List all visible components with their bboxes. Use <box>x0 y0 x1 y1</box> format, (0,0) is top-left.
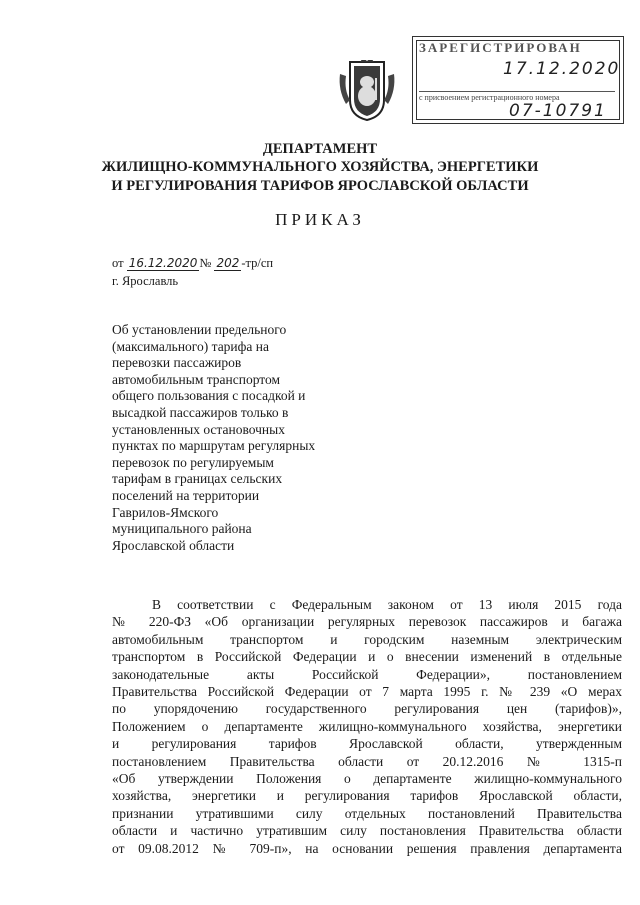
body-line: Положением о департаменте жилищно-коммунального хозяйства, энергетики <box>112 718 622 734</box>
header-department: ДЕПАРТАМЕНТ <box>262 141 378 157</box>
body-line: области и частично утратившим силу постановления Правительства области <box>112 823 622 839</box>
subject-line: (максимального) тарифа на <box>112 338 269 354</box>
body-line: № 220-ФЗ «Об организации регулярных перевозок пассажиров и багажа <box>112 614 622 630</box>
body-line: автомобильным транспортом и городским наземным электрическим <box>112 631 622 647</box>
subject-line: муниципального района <box>112 521 252 537</box>
subject-line: перевозки пассажиров <box>112 355 242 371</box>
body-line: и регулирования тарифов Ярославской области, утвержденным <box>112 736 622 752</box>
subject-line: перевозок по регулируемым <box>112 454 274 470</box>
registration-stamp <box>412 36 624 124</box>
subject-line: Гаврилов-Ямского <box>112 504 219 520</box>
order-date-number <box>112 256 273 271</box>
order-number-sign: № <box>199 256 212 270</box>
order-suffix: -тр/сп <box>241 256 274 270</box>
header-department-name-2: И РЕГУЛИРОВАНИЯ ТАРИФОВ ЯРОСЛАВСКОЙ ОБЛАСТИ <box>111 178 529 194</box>
stamp-title: ЗАРЕГИСТРИРОВАН <box>419 40 582 55</box>
body-line: законодательные акты Российской Федерации», постановлением <box>112 666 622 682</box>
order-number: 202 <box>216 256 240 270</box>
body-line: от 09.08.2012 № 709-п», на основании решения правления департамента <box>112 840 622 856</box>
body-line: Правительства Российской Федерации от 7 марта 1995 г. № 239 «О мерах <box>112 684 622 700</box>
subject-line: Об установлении предельного <box>112 322 287 337</box>
subject-line: автомобильным транспортом <box>112 371 281 387</box>
header-department-name-1: ЖИЛИЩНО-КОММУНАЛЬНОГО ХОЗЯЙСТВА, ЭНЕРГЕТИКИ <box>101 159 539 175</box>
subject-line: установленных остановочных <box>112 421 285 437</box>
body-line: признании утратившими силу отдельных постановлений Правительства <box>112 805 622 821</box>
order-subject <box>112 322 372 554</box>
body-paragraph <box>112 596 622 857</box>
body-line: В соответствии с Федеральным законом от 13 июля 2015 года <box>152 597 622 612</box>
subject-line: Ярославской области <box>112 537 235 553</box>
body-line: хозяйства, энергетики и регулирования тарифов Ярославской области, <box>112 788 622 804</box>
stamp-label: с присвоением регистрационного номера <box>419 91 615 102</box>
body-line: «Об утверждении Положения о департаменте жилищно-коммунального <box>112 771 622 787</box>
body-line: постановлением Правительства области от 20.12.2016 № 1315-п <box>112 753 622 769</box>
order-from-prefix: от <box>112 256 124 270</box>
subject-line: общего пользования с посадкой и <box>112 388 306 404</box>
subject-line: поселений на территории <box>112 487 260 503</box>
coat-of-arms-icon <box>336 60 398 122</box>
body-line: транспортом в Российской Федерации и о внесении изменений в отдельные <box>112 649 622 665</box>
subject-line: пунктах по маршрутам регулярных <box>112 438 316 454</box>
order-date: 16.12.2020 <box>128 256 198 270</box>
subject-line: тарифам в границах сельских <box>112 471 283 487</box>
stamp-date: 17.12.2020 <box>503 59 621 79</box>
body-line: по упорядочению государственного регулирования цен (тарифов)», <box>112 701 622 717</box>
order-title: ПРИКАЗ <box>275 210 365 229</box>
subject-line: высадкой пассажиров только в <box>112 404 289 420</box>
order-city: г. Ярославль <box>112 274 179 288</box>
stamp-number: 07-10791 <box>509 101 607 121</box>
